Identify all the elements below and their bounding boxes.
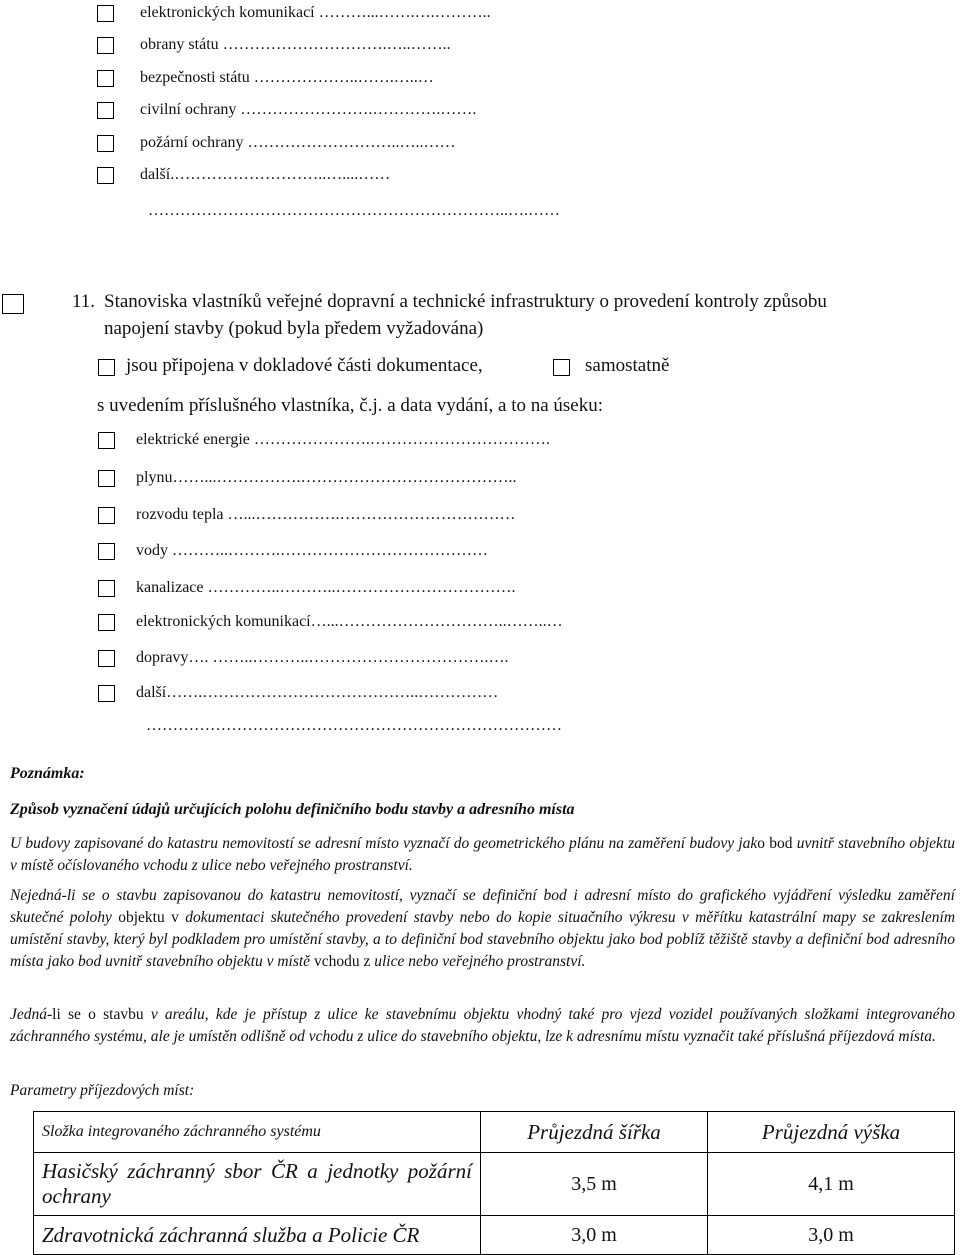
checkbox[interactable] <box>98 470 115 487</box>
checkbox[interactable] <box>98 432 115 449</box>
owner-line: s uvedením příslušného vlastníka, č.j. a data vydání, a to na úseku: <box>97 395 604 416</box>
access-parameters-table <box>33 1111 955 1255</box>
checkbox-attached[interactable] <box>98 359 115 376</box>
table-header-row <box>34 1112 955 1153</box>
parameters-label: Parametry příjezdových míst: <box>10 1082 195 1099</box>
note-heading: Poznámka: <box>10 765 85 782</box>
checkbox[interactable] <box>97 5 114 22</box>
list-item: elektronických komunikací…...…………………………..……..… <box>136 613 563 630</box>
section-title: Stanoviska vlastníků veřejné dopravní a technické infrastruktury o provedení kontroly způsobu <box>104 291 827 312</box>
option-attached-label: jsou připojena v dokladové části dokumentace, <box>126 355 483 376</box>
option-label: civilní ochrany …………………….………….……. <box>140 101 477 118</box>
checkbox-separate[interactable] <box>553 359 570 376</box>
section-title-line2: napojení stavby (pokud byla předem vyžadována) <box>104 318 484 339</box>
table-cell: 3,0 m <box>708 1216 955 1255</box>
option-label: další.………………………..…....…… <box>140 166 391 183</box>
list-item: kanalizace …………..………..……………………………. <box>136 579 516 596</box>
checkbox[interactable] <box>98 614 115 631</box>
checkbox[interactable] <box>98 543 115 560</box>
continuation-dots: …………………………………………………………………… <box>146 717 562 734</box>
checkbox[interactable] <box>97 37 114 54</box>
table-cell: Zdravotnická záchranná služba a Policie ČR <box>34 1216 481 1255</box>
option-separate-label: samostatně <box>585 355 670 376</box>
checkbox[interactable] <box>98 650 115 667</box>
option-label: bezpečnosti státu ………………..…….…..… <box>140 69 434 86</box>
table-cell: Hasičský záchranný sbor ČR a jednotky požární ochrany <box>34 1153 481 1216</box>
option-label: elektronických komunikací ………...…….….……….. <box>140 4 491 21</box>
table-cell: 4,1 m <box>708 1153 955 1216</box>
note-paragraph-1: U budovy zapisované do katastru nemovitostí se adresní místo vyznačí do geometrického plánu na zaměření budovy jako bod uvnitř stavebního objektu v místě očíslovaného vchodu z ulice nebo veřejného prostranství. <box>10 835 955 874</box>
section-checkbox[interactable] <box>2 294 24 314</box>
table-cell: 3,0 m <box>481 1216 708 1255</box>
checkbox[interactable] <box>97 167 114 184</box>
table-header: Složka integrovaného záchranného systému <box>34 1112 481 1153</box>
checkbox[interactable] <box>97 135 114 152</box>
option-label: požární ochrany ………………………..…..…… <box>140 134 456 151</box>
continuation-dots: …………………………………………………………..….…… <box>148 202 560 219</box>
table-header: Průjezdná výška <box>708 1112 955 1153</box>
checkbox[interactable] <box>97 102 114 119</box>
checkbox[interactable] <box>98 685 115 702</box>
list-item: vody ………..……….………………………………… <box>136 542 488 559</box>
section-number: 11. <box>72 291 96 312</box>
note-paragraph-2: Nejedná-li se o stavbu zapisovanou do katastru nemovitostí, vyznačí se definiční bod i adresní místo do grafického vyjádření výsledku zaměření skutečné polohy objektu v dokumentaci skutečného provedení stavby nebo do kopie situačního výkresu v měřítku katastrální mapy se zakreslením umístění stavby, který byl podkladem pro umístění stavby, a to definiční bod stavebního objektu jako bod poblíž těžiště stavby a definiční bod adresního místa jako bod uvnitř stavebního objektu v místě vchodu z ulice nebo veřejného prostranství. <box>10 887 956 970</box>
option-label: obrany státu ………………………….…..…….. <box>140 36 451 53</box>
list-item: dopravy…. ……..………..…………………………….…. <box>136 649 509 666</box>
list-item: rozvodu tepla …...…………….…………………………… <box>136 506 516 523</box>
checkbox[interactable] <box>97 70 114 87</box>
table-header: Průjezdná šířka <box>481 1112 708 1153</box>
list-item: elektrické energie ………………….……………………………. <box>136 431 550 448</box>
list-item: plynu……...…………….………………………………….. <box>136 469 517 486</box>
checkbox[interactable] <box>98 507 115 524</box>
note-subheading: Způsob vyznačení údajů určujících polohu definičního bodu stavby a adresního místa <box>10 801 575 818</box>
note-paragraph-3: Jedná-li se o stavbu v areálu, kde je přístup z ulice ke stavebnímu objektu vhodný také pro vjezd vozidel používaných složkami integrovaného záchranného systému, ale je umístěn odlišně od vchodu z ulice do stavebního objektu, lze k adresnímu místu vyznačit také příslušná příjezdová místa. <box>10 1006 955 1045</box>
table-row <box>34 1153 955 1216</box>
checkbox[interactable] <box>98 580 115 597</box>
table-cell: 3,5 m <box>481 1153 708 1216</box>
list-item: další…….…………………………………..…………… <box>136 684 499 701</box>
table-row <box>34 1216 955 1255</box>
